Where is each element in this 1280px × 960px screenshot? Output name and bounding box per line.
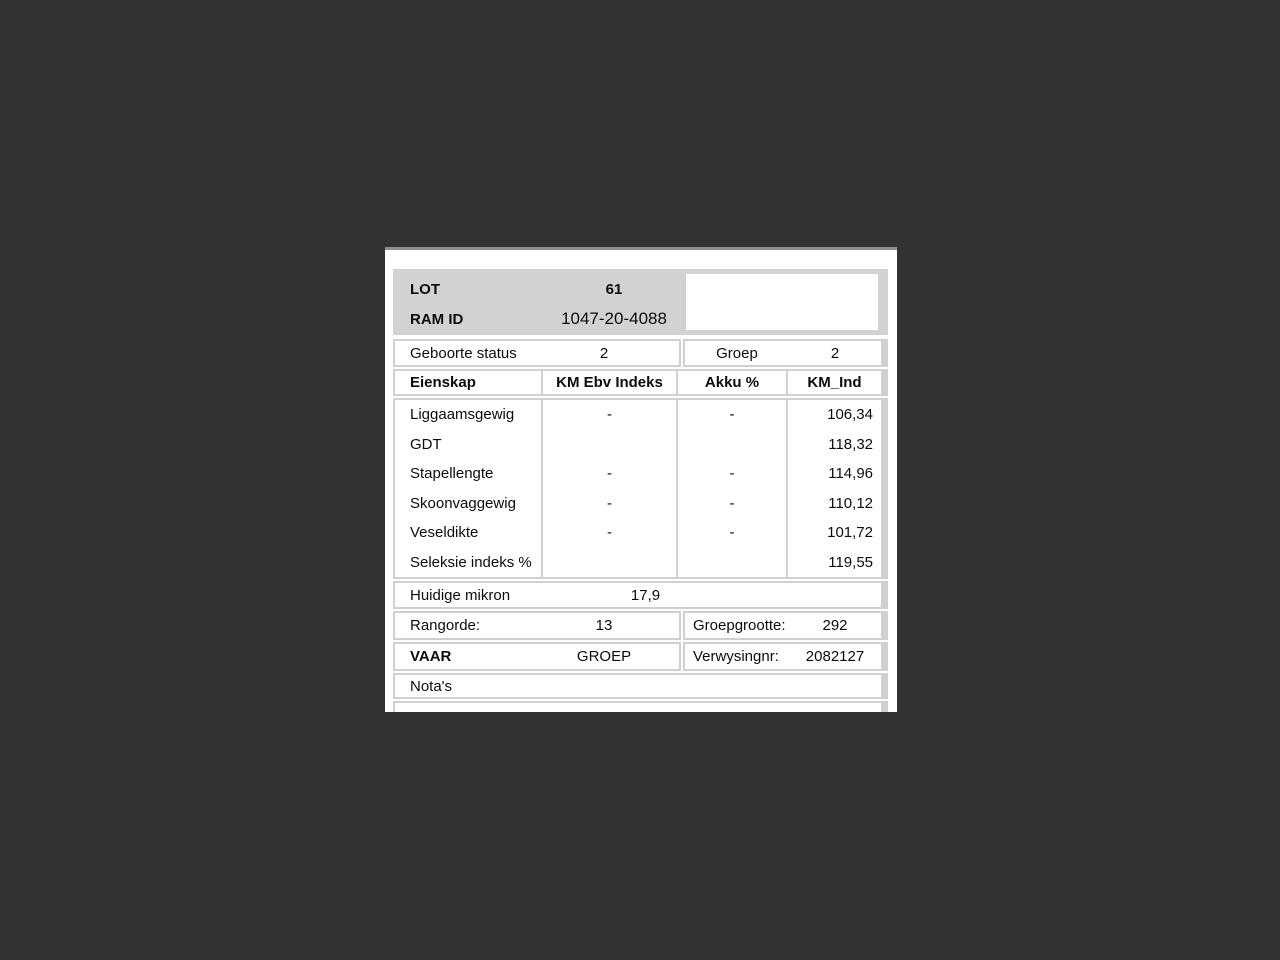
km-ind-column: [786, 400, 881, 577]
ebv-value: -: [607, 524, 612, 542]
trait-name-column: [395, 400, 541, 577]
sire-label: VAAR: [410, 648, 452, 665]
column-header-kmind: KM_Ind: [786, 371, 881, 394]
reference-box: [683, 642, 888, 671]
notes-label: Nota's: [410, 677, 453, 695]
group-size-label: Groepgrootte:: [693, 617, 786, 634]
column-header-trait: Eienskap: [410, 374, 476, 391]
reference-value: 2082127: [805, 648, 865, 665]
group-box: [683, 339, 888, 367]
ebv-value: -: [607, 494, 612, 512]
trait-name: Liggaamsgewig: [410, 406, 515, 424]
km-ind-value: 114,96: [828, 465, 873, 483]
column-header-ebv: KM Ebv Indeks: [541, 371, 676, 394]
accuracy-value: -: [729, 524, 735, 542]
group-value: 2: [830, 344, 840, 362]
empty-photo-box: [686, 274, 878, 330]
km-ind-value: 106,34: [827, 406, 873, 424]
notes-entry-box: [393, 701, 888, 712]
current-micron-label: Huidige mikron: [410, 586, 511, 604]
trait-name: Stapellengte: [410, 465, 494, 483]
group-label: Groep: [716, 344, 758, 362]
accuracy-value: [678, 430, 786, 460]
accuracy-value: -: [729, 406, 735, 424]
ram-report-window: [385, 247, 897, 712]
trait-name: Seleksie indeks %: [410, 553, 532, 571]
table-header-row: [393, 369, 888, 396]
rank-label: Rangorde:: [410, 617, 481, 634]
sire-value: GROEP: [576, 648, 632, 665]
column-header-acc: Akku %: [676, 371, 786, 394]
accuracy-column: [676, 400, 786, 577]
trait-name: GDT: [410, 435, 442, 453]
lot-value: 61: [605, 280, 623, 298]
current-micron-value: 17,9: [630, 586, 661, 604]
ebv-value: [543, 548, 676, 578]
current-micron-box: [393, 581, 888, 609]
notes-box: [393, 673, 888, 699]
rank-value: 13: [595, 617, 613, 634]
birth-status-value: 2: [599, 344, 609, 362]
ram-id-label: RAM ID: [410, 310, 464, 328]
km-ind-value: 119,55: [828, 553, 873, 571]
group-size-value: 292: [822, 617, 848, 634]
trait-table-body: [393, 398, 888, 579]
ram-id-value: 1047-20-4088: [561, 309, 667, 328]
km-ind-value: 101,72: [827, 524, 873, 542]
km-ind-value: 110,12: [828, 494, 873, 512]
lot-header-band: [393, 269, 888, 335]
sire-box: [393, 642, 681, 671]
birth-status-box: [393, 339, 681, 367]
ebv-value: -: [607, 465, 612, 483]
trait-name: Veseldikte: [410, 524, 479, 542]
ebv-index-column: [541, 400, 676, 577]
birth-status-label: Geboorte status: [410, 344, 517, 362]
accuracy-value: [678, 548, 786, 578]
group-size-box: [683, 611, 888, 640]
lot-row: [393, 274, 689, 304]
lot-label: LOT: [410, 280, 440, 298]
rank-box: [393, 611, 681, 640]
ebv-value: -: [607, 406, 612, 424]
ram-id-row: [393, 304, 689, 334]
accuracy-value: -: [729, 494, 735, 512]
reference-label: Verwysingnr:: [693, 648, 779, 665]
accuracy-value: -: [729, 465, 735, 483]
ebv-value: [543, 430, 676, 460]
km-ind-value: 118,32: [828, 435, 873, 453]
trait-name: Skoonvaggewig: [410, 494, 516, 512]
